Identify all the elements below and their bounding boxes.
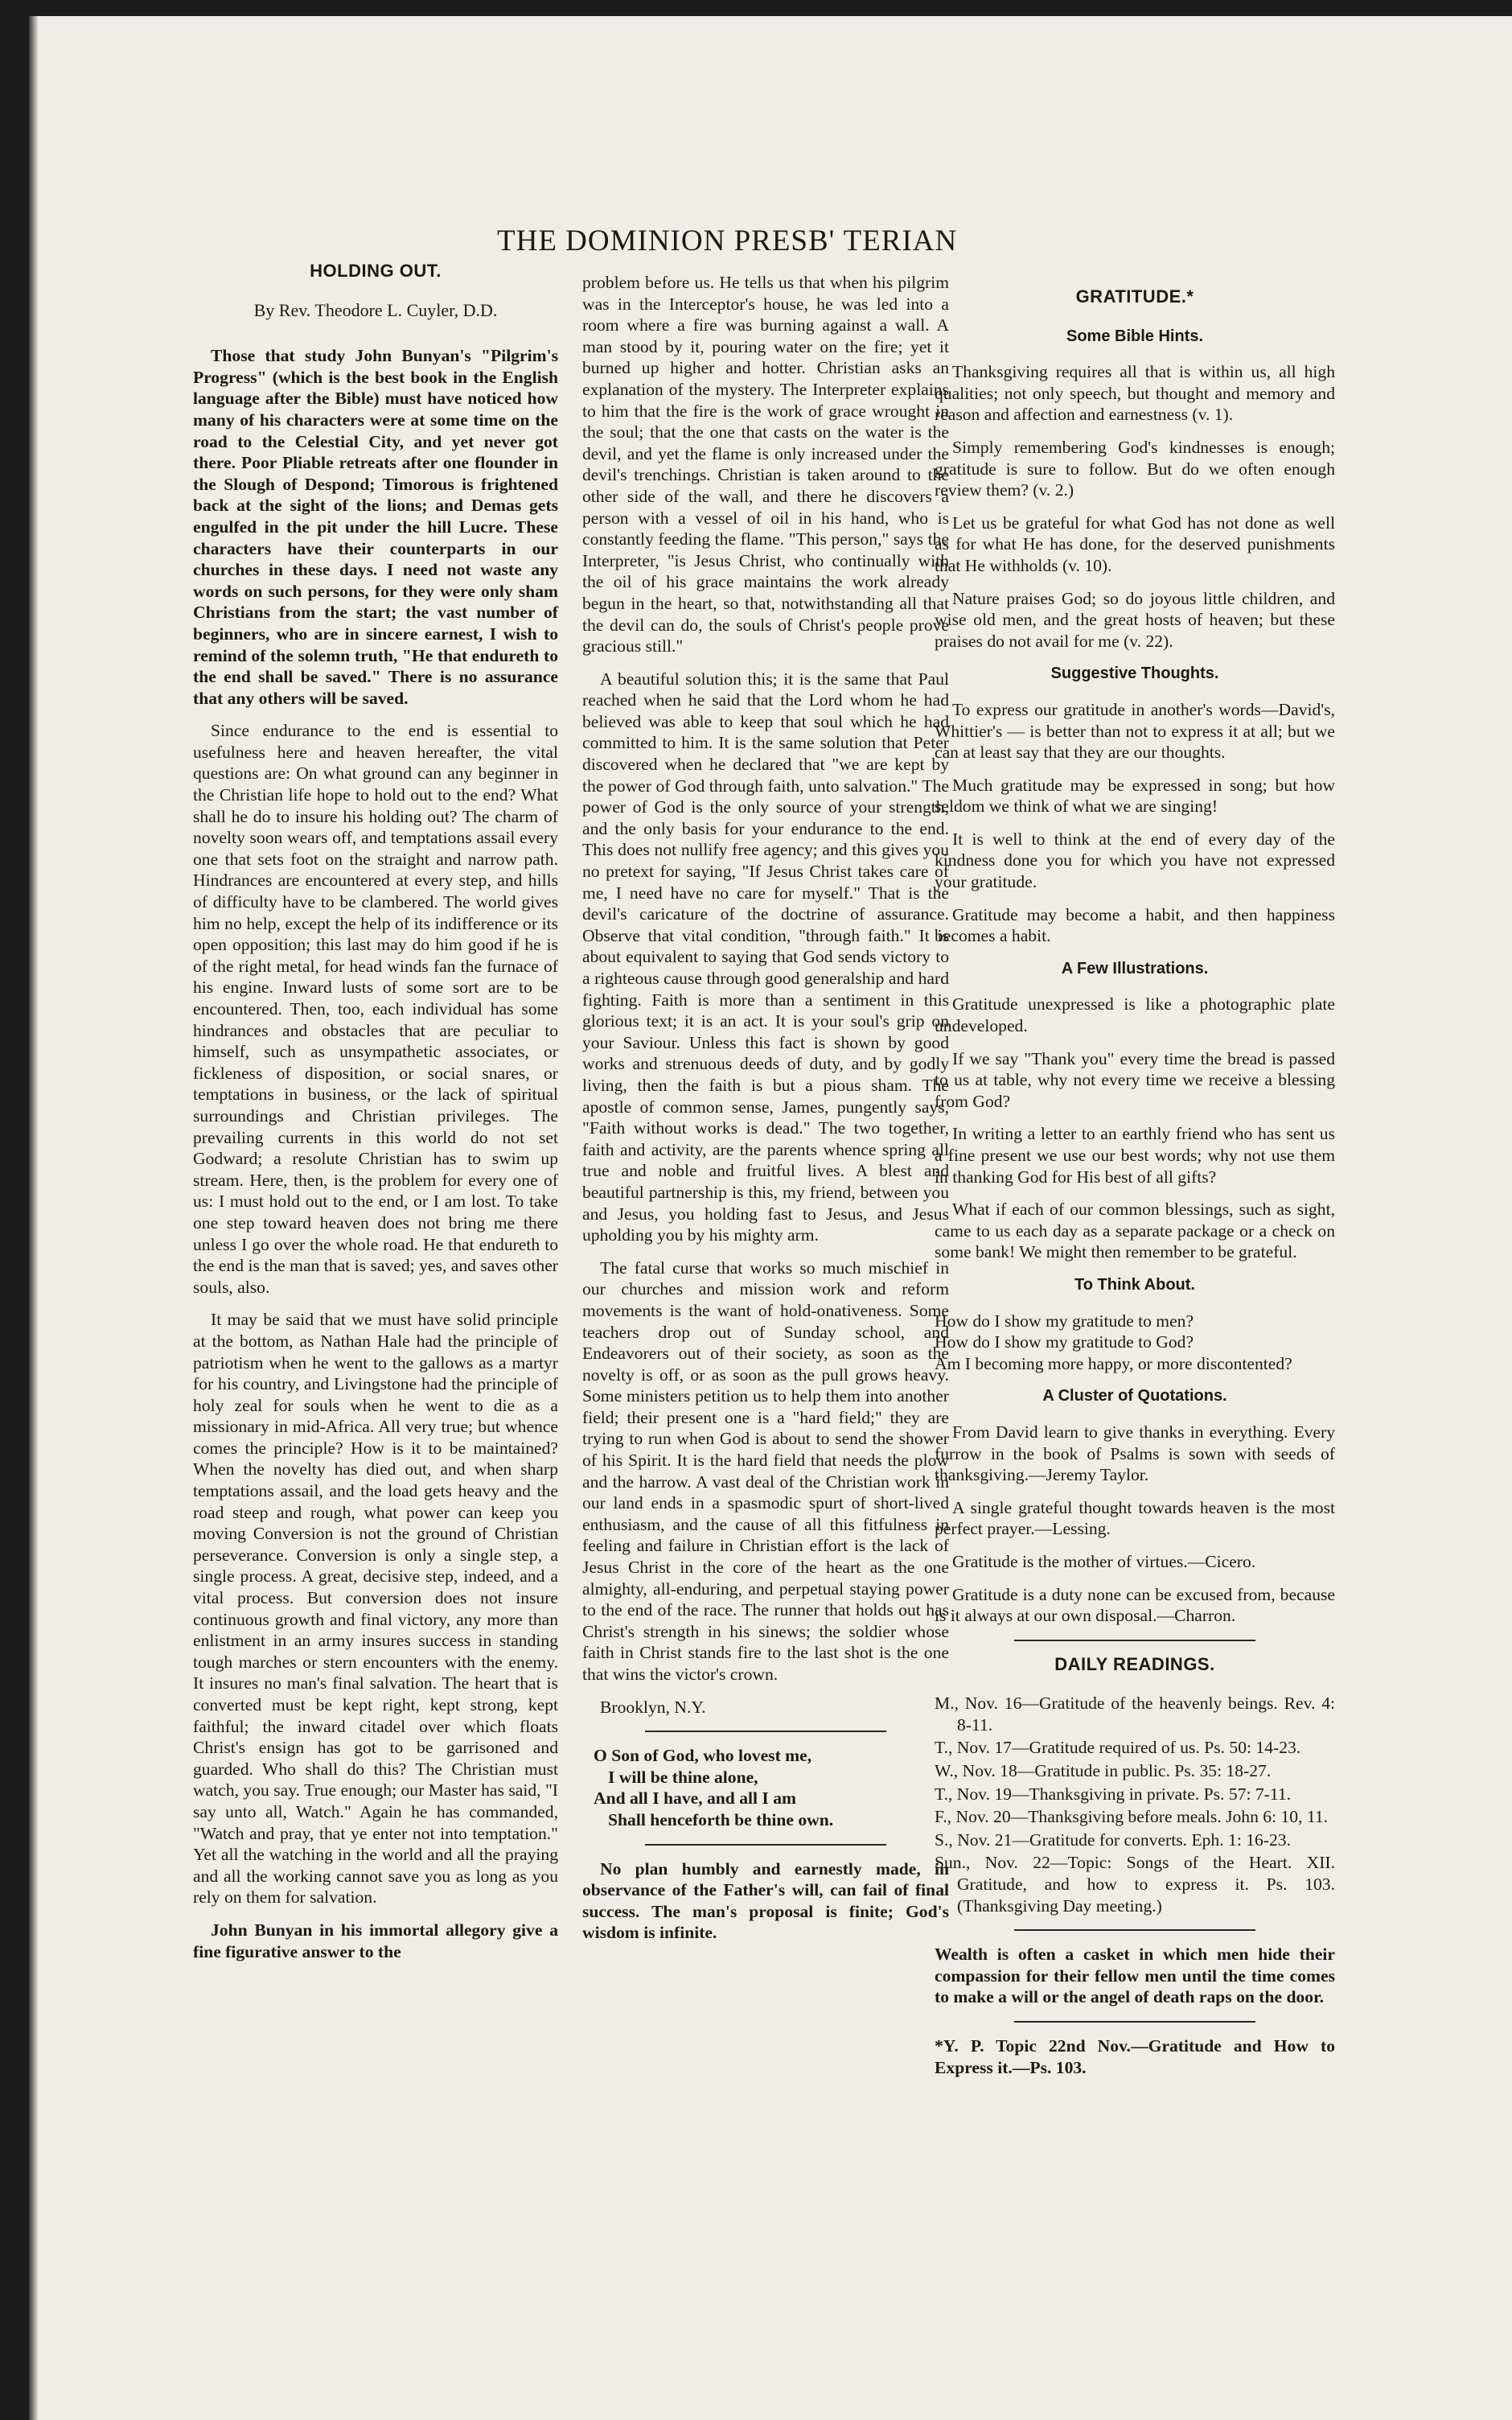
paragraph: Those that study John Bunyan's "Pilgrim's Progress" (which is the best book in the English language after the Bible) must have noticed how many of his characters were at some time on the road to the Celestial City, and yet never got there. Poor Pliable retreats after one flounder in the Slough of Despond; Timorous is frightened back at the sight of the lions; and Demas gets engulfed in the pit under the hill Lucre. These characters have their counterparts in our churches in these days. I need not waste any words on such persons, for they were only sham Christians from the start; the vast number of beginners, who are in sincere earnest, I wish to remind of the solemn truth, "He that endureth to the end shall be saved." There is no assurance that any others will be saved.	[193, 346, 558, 708]
article-title: HOLDING OUT.	[310, 261, 442, 281]
divider	[1014, 1929, 1255, 1931]
paragraph: What if each of our common blessings, such as sight, came to us each day as a separate package or a check on some bank! We might then remember to be grateful.	[935, 1200, 1335, 1262]
paragraph: Since endurance to the end is essential to usefulness here and heaven hereafter, the vital questions are: On what ground can any beginner in the Christian life hope to hold out to the end? What shall he do to insure his holding out? The charm of novelty soon wears off, and temptations assail every one that sets foot on the straight and narrow path. Hindrances are encountered at every step, and hills of difficulty have to be clambered. The world gives him no help, except the help of its indifference or its open opposition; this last may do him good if he is of the right metal, for head winds fan the furnace of his engine. Inward lusts of some sort are to be encountered. Then, too, each individual has some hindrances and obstacles that are peculiar to himself, such as unsympathetic associates, or fickleness of disposition, or social snares, or temptations in business, or the lack of spiritual surroundings and Christian privileges. The prevailing currents in this world do not set Godward; a resolute Christian has to swim up stream. Here, then, is the problem for every one of us: I must hold out to the end, or I am lost. To take one step toward heaven does not bring me there unless I go over the whole road. He that endureth to the end is the man that is saved; yes, and saves other souls, also.	[193, 721, 558, 1297]
paragraph: To express our gratitude in another's words—David's, Whittier's — is better than not to express it at all; but we can at least say that they are our thoughts.	[935, 699, 1335, 763]
paragraph: It may be said that we must have solid principle at the bottom, as Nathan Hale had the principle of patriotism when he went to the gallows as a martyr for his country, and Livingstone had the principle of holy zeal for souls when he went to die as a missionary in mid-Africa. All very true; but whence comes the principle? How is it to be maintained? When the novelty has died out, and when sharp temptations assail, and the load gets heavy and the road steep and rough, what power can keep you moving Conversion is not the ground of Christian perseverance. Conversion is only a single step, a single process. A great, decisive step, indeed, and a vital process. But conversion does not insure continuous growth and final victory, any more than enlistment in an army insures success in standing tough marches or stern encounters with the enemy. It insures no man's final salvation. The heart that is converted must be kept right, kept strong, kept faithful; the inward citadel over which floats Christ's ensign has got to be garrisoned and guarded. Who shall do this? The Christian must watch, you say. True enough; our Master has said, "I say unto all, Watch." Again he has commanded, "Watch and pray, that ye enter not into temptation." Yet all the watching in the world and all the praying and all the working cannot save you as long as you rely on them for salvation.	[193, 1310, 558, 1908]
poem-line: I will be thine alone,	[608, 1767, 758, 1787]
paragraph: It is well to think at the end of every day of the kindness done you for which you have not expressed your gratitude.	[935, 829, 1335, 892]
column-gratitude	[935, 282, 1335, 2089]
paragraph: Thanksgiving requires all that is within us, all high qualities; not only speech, but thought and memory and reason and affection and earnestness (v. 1).	[935, 362, 1335, 425]
paragraph: Let us be grateful for what God has not done as well as for what He has done, for the deserved punishments that He withholds (v. 10).	[935, 512, 1335, 575]
section-heading: Suggestive Thoughts.	[1050, 665, 1219, 683]
divider	[1014, 2021, 1255, 2023]
question: How do I show my gratitude to men?	[935, 1311, 1194, 1331]
question: Am I becoming more happy, or more discontented?	[935, 1353, 1292, 1373]
reading-item: M., Nov. 16—Gratitude of the heavenly beings. Rev. 4: 8-11.	[935, 1694, 1335, 1735]
running-head: THE DOMINION PRESB' TERIAN	[497, 224, 958, 257]
newspaper-page	[29, 16, 1512, 2420]
reading-item: T., Nov. 19—Thanksgiving in private. Ps. 57: 7-11.	[935, 1784, 1292, 1804]
paragraph: Much gratitude may be expressed in song; but how seldom we think of what we are singing!	[935, 775, 1335, 817]
divider	[1014, 1640, 1255, 1641]
daily-readings	[935, 1693, 1335, 1916]
section-heading: DAILY READINGS.	[1054, 1653, 1215, 1674]
paragraph: Gratitude may become a habit, and then happiness becomes a habit.	[935, 904, 1335, 946]
page-edge-shadow	[29, 16, 39, 2420]
place-line: Brooklyn, N.Y.	[600, 1697, 706, 1717]
reading-item: F., Nov. 20—Thanksgiving before meals. John 6: 10, 11.	[935, 1807, 1329, 1827]
poem-line: Shall henceforth be thine own.	[608, 1809, 834, 1829]
paragraph: problem before us. He tells us that when his pilgrim was in the Interceptor's house, he was led into a room where a fire was burning against a wall. A man stood by it, pouring water on the fire; yet it burned up higher and hotter. Christian asks an explanation of the mystery. The Interpreter explains to him that the fire is the work of grace wrought in the soul; that the one that casts on the water is the devil, and yet the flame is only increased under the devil's trenchings. Christian is taken around to the other side of the wall, and there he discovers a person with a vessel of oil in his hand, who is constantly feeding the flame. "This person," says the Interpreter, "is Jesus Christ, who continually with the oil of his grace maintains the work already begun in the heart, so that, notwithstanding all that the devil can do, the souls of Christ's people prove gracious still."	[582, 273, 949, 656]
section-heading: A Cluster of Quotations.	[1042, 1387, 1227, 1405]
reading-item: W., Nov. 18—Gratitude in public. Ps. 35: 18-27.	[935, 1761, 1272, 1781]
poem-line: And all I have, and all I am	[594, 1788, 796, 1809]
article-title: GRATITUDE.*	[1075, 286, 1194, 307]
quotation: Gratitude is the mother of virtues.—Cicero.	[952, 1551, 1256, 1571]
footnote: *Y. P. Topic 22nd Nov.—Gratitude and How to Express it.—Ps. 103.	[935, 2036, 1335, 2077]
paragraph: Simply remembering God's kindnesses is enough; gratitude is sure to follow. But do we often enough review them? (v. 2.)	[935, 437, 1335, 500]
paragraph: The fatal curse that works so much mischief in our churches and mission work and reform movements is the want of hold-onativeness. Some teachers drop out of Sunday school, and Endeavorers out of their society, as soon as the novelty is off, or as soon as the pull grows heavy. Some ministers petition us to help them into another field; their present one is a "hard field;" they are trying to run when God is about to send the shower of his Spirit. It is the hard field that needs the plow and the harrow. A vast deal of the Christian work in our land ends in a spasmodic spurt of short-lived enthusiasm, and the cause of all this fitfulness in feeling and failure in Christian effort is the lack of Jesus Christ in the core of the heart as the one almighty, all-enduring, and perpetual staying power to the end of the race. The runner that holds out has Christ's strength in his sinews; the soldier whose faith in Christ stands fire to the last shot is the one that wins the victor's crown.	[582, 1257, 949, 1684]
paragraph: Wealth is often a casket in which men hide their compassion for their fellow men until the time comes to make a will or the angel of death raps on the door.	[935, 1945, 1335, 2007]
paragraph: John Bunyan in his immortal allegory give a fine figurative answer to the	[193, 1920, 558, 1961]
section-heading: Some Bible Hints.	[1066, 327, 1204, 345]
reading-item: Sun., Nov. 22—Topic: Songs of the Heart. XII. Gratitude, and how to express it. Ps. 103. (Thanksgiving Day meeting.)	[935, 1853, 1335, 1916]
quotation: A single grateful thought towards heaven is the most perfect prayer.—Lessing.	[935, 1497, 1335, 1539]
paragraph: If we say "Thank you" every time the bread is passed to us at table, why not every time we receive a blessing from God?	[935, 1048, 1335, 1111]
paragraph: Gratitude unexpressed is like a photographic plate undeveloped.	[935, 994, 1335, 1036]
section-heading: A Few Illustrations.	[1061, 959, 1209, 977]
byline: By Rev. Theodore L. Cuyler, D.D.	[253, 299, 498, 320]
divider	[645, 1844, 886, 1846]
paragraph: Nature praises God; so do joyous little children, and wise old men, and the great hosts of heaven; but these praises do not avail for me (v. 22).	[935, 588, 1335, 651]
paragraph: A beautiful solution this; it is the same that Paul reached when he said that the Lord whom he had believed was able to keep that soul which he had committed to him. It is the same solution that Peter discovered when he declared that "we are kept by the power of God through faith, unto salvation." The power of God is the only source of your strength, and the only basis for your endurance to the end. This does not nullify free agency; and this gives you no pretext for saying, "If Jesus Christ takes care of me, I need have no care for myself." That is the devil's caricature of the doctrine of assurance. Observe that vital condition, "through faith." It is about equivalent to saying that God sends victory to a righteous cause through good generalship and hard fighting. Faith is more than a sentiment in this glorious text; it is an act. It is your soul's grip on your Saviour. Unless this fact is shown by good works and strenuous deeds of duty, and by godly living, then the faith is but a pious sham. The apostle of common sense, James, pungently says, "Faith without works is dead." The two together, faith and activity, are the parents whence spring all true and noble and fruitful lives. A blest and beautiful partnership is this, my friend, between you and Jesus, you holding fast to Jesus, and Jesus upholding you by his mighty arm.	[582, 669, 949, 1245]
quotation: Gratitude is a duty none can be excused from, because is it always at our own disposal.—Charron.	[935, 1584, 1335, 1626]
reading-item: S., Nov. 21—Gratitude for converts. Eph. 1: 16-23.	[935, 1829, 1291, 1850]
poem-line: O Son of God, who lovest me,	[594, 1746, 812, 1766]
divider	[645, 1731, 886, 1732]
column-continuation	[582, 272, 949, 1955]
column-holding-out	[193, 256, 558, 1973]
paragraph: In writing a letter to an earthly friend who has sent us a fine present we use our best words; why not use them in thanking God for His best of all gifts?	[935, 1124, 1335, 1187]
quotation: From David learn to give thanks in everything. Every furrow in the book of Psalms is sown with seeds of thanksgiving.—Jeremy Taylor.	[935, 1422, 1335, 1485]
reading-item: T., Nov. 17—Gratitude required of us. Ps. 50: 14-23.	[935, 1738, 1301, 1758]
paragraph: No plan humbly and earnestly made, in observance of the Father's will, can fail of final success. The man's proposal is finite; God's wisdom is infinite.	[582, 1858, 949, 1943]
section-heading: To Think About.	[1074, 1275, 1195, 1294]
poem	[594, 1745, 949, 1830]
question: How do I show my gratitude to God?	[935, 1332, 1194, 1352]
